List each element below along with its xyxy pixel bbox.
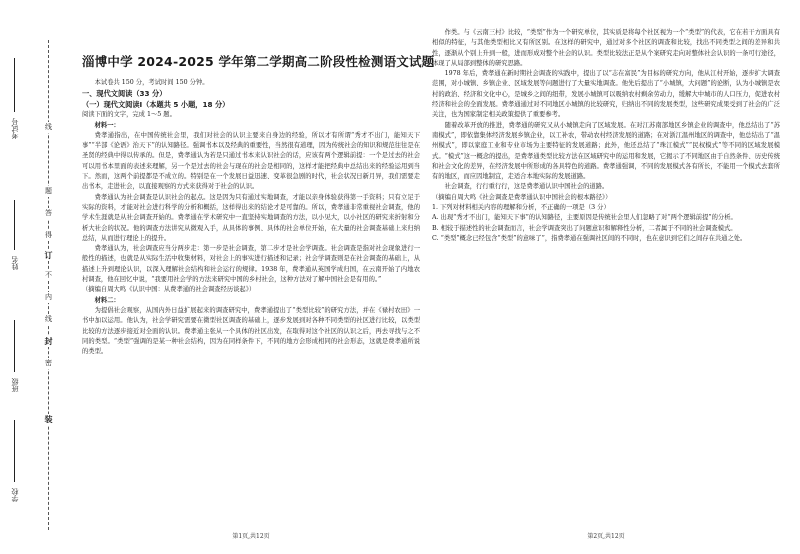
material-one-paragraph: 费孝通认为社会调查是认识社会的起点。这是因为只有通过实地调查，才能以亲身体验获得第一手资料；只有立足于实际的资料，才能对社会进行科学的分析和概括，这样得出来的结论才是可靠的。所以，费孝通非常重视社会调查，他的学术生涯就是从社会调查开始的。费孝通在学术研究中一直坚持实地调查的方法，以小见大，以小社区的研究来折射和分析大社会的状况。他的调查方法讲究从微观入手，从具体的事例、具体的社会单位开始，在大量的社会调查基础上来归纳总结，从而进行理论上的提升。 [82,193,420,242]
cut-char: 密 [45,359,52,367]
cut-char: 封 [44,336,53,346]
cut-char: 得 [45,231,52,239]
cut-char: 订 [44,250,53,260]
material-two-paragraph: 为提倡社会观察，从国内外日益扩展起来的调查研究中，费孝通提出了“类型比较”的研究方法，并在《禄村农田》一书中加以运用。他认为，社会学研究需要在微型社区调查的基础上，逐步发展到对各种不同类型的社区进行比较，以类型比较的方法逐步接近对全面的认识。费孝通主张从一个具体的社区出发，在取得对这个社区的认识之后，再去寻找与之不同的类型。“类型”强调的是某一种社会结构，因为在同样条件下，不同的地方会形成相同的社会形态，这就是费孝通所说的类型。 [82,306,420,356]
page-footer: 第1页,共12页 [232,533,270,540]
cut-char: 答 [45,209,52,217]
question-stem: 1. 下列对材料相关内容的理解和分析，不正确的一项是（3 分） [432,204,610,212]
sub-section-heading: （一）现代文阅读Ⅰ（本题共 5 小题，18 分） [82,100,230,110]
school-label: 学校 [11,488,19,502]
option-c: C. “类型”概念已经包含“类型”的意味了”，指费孝通在强调社区间的不同时，也在意识到它们之间存在共通之处。 [432,234,747,242]
right-column [432,0,780,554]
material-two-paragraph: 作类。与《云南三村》比较，“类型”作为一个研究单位，其实质是将每个社区视为一个“类型”的代表，它在若干方面具有相似的特征，与其他类型相比又有所区别。在这样的研究中，通过对多个社区的调查和比较，找出不同类型之间的差异和共性，逐渐从个别上升到一般，进而形成对整个社会的认识。类型比较法正是从个案研究走向对整体社会认识的一条可行途径，体现了从局部到整体的研究思路。 [432,29,780,67]
cut-line [48,40,49,530]
option-a: A. 出现“秀才不出门，能知天下事”的认知路径，主要原因是传统社会里人们忽略了对“两个逻辑前提”的分析。 [432,214,737,222]
school-field-line [14,420,15,482]
material-one-source: （摘编自周大鸣《认识中国：从费孝通的社会调查经历谈起》） [82,286,256,294]
name-field-line [14,200,15,250]
exam-number-label: 考试号 [11,118,19,139]
exam-title: 淄博中学 2024-2025 学年第二学期高二阶段性检测语文试题 [82,54,435,69]
cut-char: 内 [45,293,52,301]
left-body [82,78,420,357]
exam-meta: 本试卷共 150 分，考试时间 150 分钟。 [94,79,209,86]
name-label: 姓名 [11,256,19,270]
page-footer: 第2页,共12页 [587,533,625,540]
section-heading: 一、现代文阅读（33 分） [82,89,167,99]
binding-strip [0,0,62,554]
material-one-label: 材料一： [94,121,120,129]
cut-char: 线 [45,315,52,323]
cut-char: 不 [45,271,52,279]
cut-char: 装 [44,414,53,424]
right-body [432,28,780,244]
left-column [82,0,435,554]
material-two-paragraph: 社会调查，行行重行行，这是费孝通认识中国社会的道路。 [444,183,609,191]
class-field-line [14,320,15,372]
option-b: B. 相较于描述性的社会调查而言，社会学调查突出了问题意识和解释性分析，二者属于不同的社会调查模式。 [432,224,737,232]
material-one-paragraph: 费孝通认为，社会调查应当分两步走：第一步是社会调查，第二步才是社会学调查。社会调查是指对社会现象进行一般性的描述，也就是从实际生活中收集材料，对社会上的事实进行描述和记录；社会学调查则是在社会调查的基础上，从描述上升到理论认识，以深入理解社会结构和社会运行的规律。1938 年，费孝通从英国学成归国，在云南开始了内地农村调查，他在回忆中说，“我要用社会学的方法来研究中国的乡村社会，这种方法对了解中国社会是有用的。” [82,245,420,284]
material-two-paragraph: 1978 年后，费孝通在新时期社会调查的实践中，提出了以“志在富民”为目标的研究方向，他从江村开始，逐步扩大调查范围，对小城镇、乡镇企业、区域发展等问题进行了大量实地调查。他先后提出了“小城镇，大问题”的论断，认为小城镇是农村的政治、经济和文化中心，是城乡之间的纽带，发展小城镇可以吸纳农村剩余劳动力，缓解大中城市的人口压力，促进农村经济和社会的全面发展。费孝通通过对不同地区小城镇的比较研究，归纳出不同的发展类型，这些研究成果受到了社会的广泛关注，也为国家制定相关政策提供了重要参考。 [432,70,780,119]
material-one-paragraph: 费孝通指出，在中国传统社会里，我们对社会的认识主要来自身边的经验，所以才有所谓“秀才不出门，能知天下事”“半部《论语》治天下”的认知路径。强调书本以及经典的重要性，当然很有道理，因为传统社会的知识和规范往往是在圣贤的经典中得以传承的。但是，费孝通认为若是只通过书本来认识社会的话，应该有两个逻辑前提：一个是过去的社会可以用书本里面的表述来理解，另一个是过去的社会与现在的社会是相同的，这样才能把经典中总结出来的经验运用到当下。然而，这两个前提都是不成立的。特别是在一个发展日益迅速、变革很急剧的时代，社会状况日新月异，我们需要走出书本，走进社会，以直接观察的方式来获得对于社会的认识。 [82,131,420,191]
class-label: 班级 [11,378,19,392]
material-two-source: （摘编自周大鸣《社会调查是费孝通认识中国社会的根本路径》） [432,193,612,201]
reading-instruction: 阅读下面的文字，完成 1～5 题。 [82,111,176,119]
cut-char: 线 [45,123,52,131]
material-two-paragraph: 随着改革开放的推进，费孝通的研究又从小城镇走向了区域发展。在对江苏南部地区乡镇企业的调查中，他总结出了“苏南模式”，即依靠集体经济发展乡镇企业，以工补农，带动农村经济发展的道路；在对浙江温州地区的调查中，他总结出了“温州模式”，即以家庭工业和专业市场为主要特征的发展道路；此外，他还总结了“珠江模式”“民权模式”等不同的区域发展模式。“模式”这一概念的提出，是费孝通类型比较方法在区域研究中的运用和发展，它揭示了不同地区由于自然条件、历史传统和社会文化的差异，在经济发展中所形成的各具特色的道路。费孝通强调，不同的发展模式各有所长，不能用一个模式去套所有的地区，而应因地制宜，走适合本地实际的发展道路。 [432,121,780,181]
cut-char: 题 [45,187,52,195]
exam-number-field-line [14,58,15,112]
material-two-label: 材料二： [94,296,120,304]
